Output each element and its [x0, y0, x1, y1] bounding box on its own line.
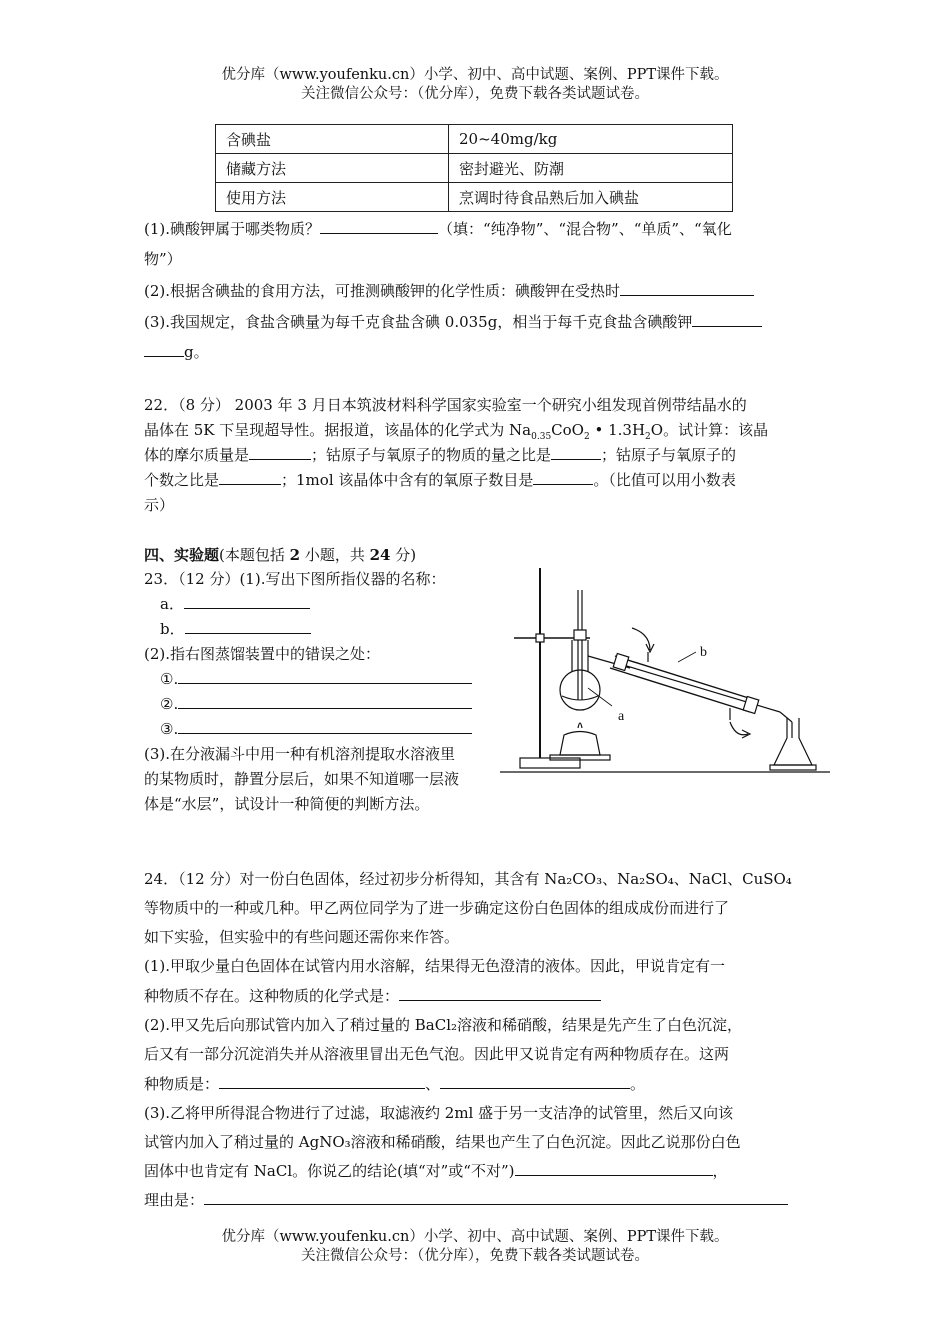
- answer-blank[interactable]: [178, 694, 472, 709]
- section-desc: (本题包括: [219, 546, 290, 564]
- q24-line2: 等物质中的一种或几种。甲乙两位同学为了进一步确定这份白色固体的组成成份而进行了: [144, 899, 730, 917]
- label-a: a: [618, 709, 625, 724]
- footer-line-2: 关注微信公众号：（优分库），免费下载各类试题试卷。: [301, 1248, 649, 1264]
- table-cell: 烹调时待食品熟后加入碘盐: [449, 183, 733, 212]
- section-count: 2: [289, 546, 301, 564]
- condenser-joint: [743, 697, 759, 714]
- answer-blank[interactable]: [204, 1190, 788, 1205]
- header-line-1: 优分库（www.youfenku.cn）小学、初中、高中试题、案例、PPT课件下载。: [221, 67, 729, 83]
- q22-text: O。试计算：该晶: [650, 421, 769, 439]
- q22-line1: 22．（8 分） 2003 年 3 月日本筑波材料科学国家实验室一个研究小组发现首例带结晶水的: [144, 396, 747, 414]
- page-footer: [0, 1228, 950, 1266]
- distillation-apparatus-figure: [500, 560, 835, 780]
- adapter: [780, 712, 792, 722]
- q24-p1-line2: [144, 983, 816, 1009]
- q21-p1-text: (1).碘酸钾属于哪类物质？: [144, 220, 321, 238]
- table-cell: 20~40mg/kg: [449, 125, 733, 154]
- table-cell: 含碘盐: [216, 125, 449, 154]
- label-b: b: [700, 645, 707, 660]
- q23-label: ②.: [160, 695, 179, 713]
- answer-blank[interactable]: [620, 281, 754, 296]
- subscript: 2: [583, 432, 590, 442]
- q21-p2-text: (2).根据含碘盐的食用方法，可推测碘酸钾的化学性质：碘酸钾在受热时: [144, 282, 621, 300]
- q24-text: 。: [630, 1075, 646, 1093]
- q22-line3: [144, 442, 816, 468]
- answer-blank[interactable]: [144, 342, 184, 357]
- flame: [578, 723, 582, 728]
- q22-line5: 示）: [144, 496, 175, 514]
- table-row: [216, 183, 733, 212]
- q23-line5: 体是“水层”，试设计一种简便的判断方法。: [144, 795, 430, 813]
- q21-part3-cont: [144, 339, 816, 365]
- flask-base: [770, 765, 816, 770]
- q22-text: CoO: [551, 421, 584, 439]
- q22-text: • 1.3H: [589, 421, 646, 439]
- condenser-outer: [615, 656, 755, 700]
- q21-p3-unit: g。: [184, 343, 209, 361]
- q24-p2-line3: [144, 1071, 816, 1097]
- answer-blank[interactable]: [533, 470, 593, 485]
- q24-p3-line3: [144, 1158, 816, 1184]
- q24-line1: 24．（12 分）对一份白色固体，经过初步分析得知，其含有 Na₂CO₃、Na₂SO₄、NaCl、CuSO₄: [144, 870, 792, 888]
- q24-text: 、: [425, 1075, 441, 1093]
- q24-text: 种物质不存在。这种物质的化学式是：: [144, 987, 400, 1005]
- answer-blank[interactable]: [399, 986, 601, 1001]
- q21-part3: [144, 309, 816, 335]
- subscript: 0.35: [531, 432, 552, 442]
- q24-p3-line4: [144, 1187, 816, 1213]
- section-score: 24: [369, 546, 391, 564]
- q23-label: b．: [160, 620, 185, 638]
- footer-line-1: 优分库（www.youfenku.cn）小学、初中、高中试题、案例、PPT课件下载。: [221, 1229, 729, 1245]
- table-cell: 使用方法: [216, 183, 449, 212]
- answer-blank[interactable]: [692, 312, 762, 327]
- table-row: [216, 154, 733, 183]
- water-flow-arrow: [730, 722, 748, 735]
- answer-blank[interactable]: [178, 719, 472, 734]
- q21-part2: [144, 278, 816, 304]
- q22-line4: [144, 467, 816, 493]
- q24-line3: 如下实验，但实验中的有些问题还需你来作答。: [144, 928, 460, 946]
- answer-blank[interactable]: [178, 669, 472, 684]
- q21-part1: [144, 216, 816, 242]
- stopper: [574, 630, 586, 640]
- q23-line4: 的某物质时，静置分层后，如果不知道哪一层液: [144, 770, 460, 788]
- q24-p3-line1: (3).乙将甲所得混合物进行了过滤，取滤液约 2ml 盛于另一支洁净的试管里，然后又向该: [144, 1104, 734, 1122]
- header-line-2: 关注微信公众号：（优分库），免费下载各类试题试卷。: [301, 86, 649, 102]
- condenser-outer: [610, 668, 750, 712]
- answer-blank[interactable]: [219, 1074, 425, 1089]
- table-cell: 储藏方法: [216, 154, 449, 183]
- receiving-flask: [774, 718, 812, 765]
- q22-text: 体的摩尔质量是: [144, 446, 250, 464]
- table-row: [216, 125, 733, 154]
- q23-line3: (3).在分液漏斗中用一种有机溶剂提取水溶液里: [144, 745, 456, 763]
- q22-text: ；钴原子与氧原子的物质的量之比是: [311, 446, 552, 464]
- iodized-salt-table: [215, 124, 733, 212]
- q22-text: 。（比值可以用小数表: [593, 471, 736, 489]
- q21-p3-text: (3).我国规定，食盐含碘量为每千克食盐含碘 0.035g，相当于每千克食盐含碘酸钾: [144, 313, 693, 331]
- q23-line2: (2).指右图蒸馏装置中的错误之处：: [144, 645, 381, 663]
- answer-blank[interactable]: [440, 1074, 630, 1089]
- answer-blank[interactable]: [249, 445, 311, 460]
- q24-p3-line2: 试管内加入了稍过量的 AgNO₃溶液和稀硝酸，结果也产生了白色沉淀。因此乙说那份白色: [144, 1133, 741, 1151]
- section-desc: 分): [390, 546, 417, 564]
- q23-label: ③.: [160, 720, 179, 738]
- answer-blank[interactable]: [219, 470, 281, 485]
- q22-text: 晶体在 5K 下呈现超导性。据报道，该晶体的化学式为 Na: [144, 421, 532, 439]
- q22-text: 个数之比是: [144, 471, 220, 489]
- alcohol-lamp: [560, 732, 600, 756]
- q21-p1-cont: 物”）: [144, 250, 182, 268]
- clamp-boss: [536, 634, 544, 642]
- q22-text: ；1mol 该晶体中含有的氧原子数目是: [281, 471, 534, 489]
- label-pointer-b: [678, 652, 696, 662]
- q24-text: ，: [712, 1162, 728, 1180]
- q24-text: 种物质是：: [144, 1075, 220, 1093]
- q24-p2-line1: (2).甲又先后向那试管内加入了稍过量的 BaCl₂溶液和稀硝酸，结果是先产生了白色沉淀，: [144, 1016, 743, 1034]
- answer-blank[interactable]: [515, 1161, 713, 1176]
- subscript: 2: [645, 432, 651, 442]
- section-desc: 小题，共: [300, 546, 370, 564]
- q24-p2-line2: 后又有一部分沉淀消失并从溶液里冒出无色气泡。因此甲又说肯定有两种物质存在。这两: [144, 1045, 730, 1063]
- answer-blank[interactable]: [185, 619, 311, 634]
- table-cell: 密封避光、防潮: [449, 154, 733, 183]
- q24-p1-line1: (1).甲取少量白色固体在试管内用水溶解，结果得无色澄清的液体。因此，甲说肯定有一: [144, 957, 726, 975]
- q23-line1: 23．（12 分）(1).写出下图所指仪器的名称：: [144, 570, 446, 588]
- answer-blank[interactable]: [184, 594, 310, 609]
- distilling-flask: [560, 670, 600, 710]
- q21-p1-hint: （填：“纯净物”、“混合物”、“单质”、“氧化: [438, 220, 732, 238]
- q23-label: ①.: [160, 670, 179, 688]
- q24-text: 理由是：: [144, 1191, 205, 1209]
- page-header: [0, 66, 950, 104]
- answer-blank[interactable]: [320, 219, 438, 234]
- section-heading: 四、实验题: [144, 546, 220, 564]
- flask-liquid: [562, 696, 598, 700]
- answer-blank[interactable]: [551, 445, 601, 460]
- q22-text: ；钴原子与氧原子的: [601, 446, 737, 464]
- q24-text: 固体中也肯定有 NaCl。你说乙的结论(填“对”或“不对”): [144, 1162, 515, 1180]
- q23-label: a．: [160, 595, 184, 613]
